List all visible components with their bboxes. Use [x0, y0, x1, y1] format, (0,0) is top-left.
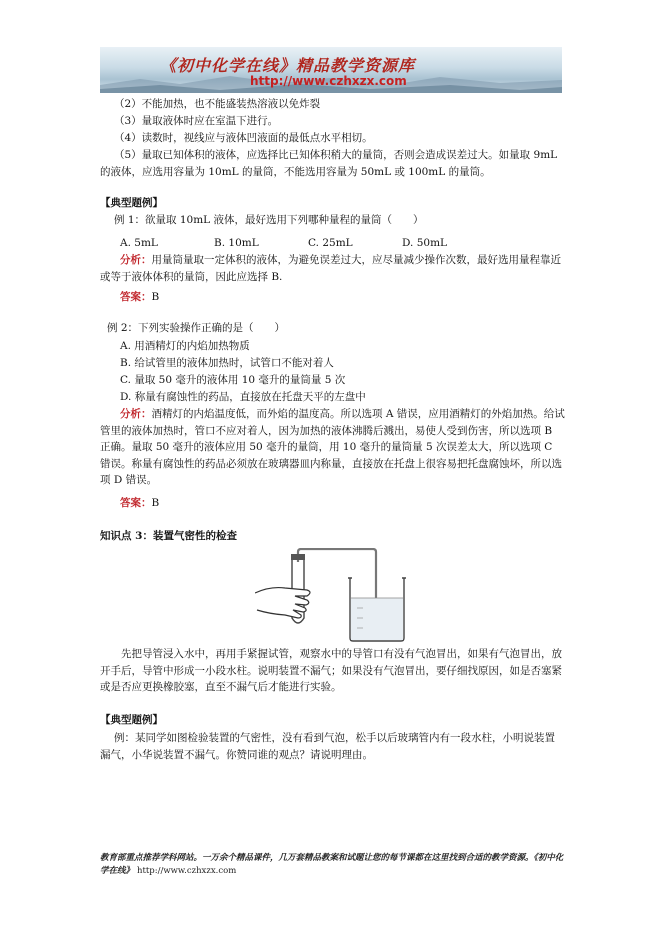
header-banner — [100, 47, 562, 93]
answer-label: 答案： — [120, 291, 152, 303]
note-3: （3）量取液体时应在室温下进行。 — [114, 115, 279, 127]
site-url[interactable]: http://www.czhxzx.com — [250, 74, 407, 88]
example-2-option-c: C. 量取 50 毫升的液体用 10 毫升的量筒量 5 次 — [120, 374, 346, 386]
example-2-analysis — [100, 406, 565, 489]
hand — [255, 588, 310, 618]
analysis-text: 酒精灯的内焰温度低，而外焰的温度高。所以选项 A 错误，应用酒精灯的外焰加热。给试管里的液体加热时，管口不应对着人，因为加热的液体沸腾后溅出，易使人受到伤害，所以选项 B 正确。量取 50 毫升的液体应用 50 毫升的量筒，用 10 毫升的量筒量 5 次误差太大，所以选项 C 错误。称量有腐蚀性的药品必须放在玻璃器皿内称量，直接放在托盘上很容易把托盘腐蚀坏，所以选项 D 错误。 — [100, 408, 565, 486]
example-2-question: 例 2：下列实验操作正确的是（ ） — [107, 322, 286, 334]
site-title: 《初中化学在线》精品教学资源库 — [160, 56, 416, 75]
airtightness-apparatus-figure — [255, 548, 420, 643]
example-2-option-a: A. 用酒精灯的内焰加热物质 — [120, 340, 250, 352]
option-b: B. 10mL — [214, 237, 259, 249]
analysis-text: 用量筒量取一定体积的液体，为避免误差过大，应尽量减少操作次数，最好选用量程靠近或等于液体体积的量筒，因此应选择 B. — [100, 254, 561, 283]
example-1-analysis — [100, 252, 565, 285]
section-heading: 【典型题例】 — [100, 197, 163, 209]
example-1-question: 例 1：欲量取 10mL 液体，最好选用下列哪种量程的量筒（ ） — [114, 214, 424, 226]
example-1-options — [120, 235, 496, 251]
option-c: C. 25mL — [308, 237, 353, 249]
option-a: A. 5mL — [120, 237, 158, 249]
footer-url[interactable]: http://www.czhxzx.com — [136, 866, 237, 876]
knowledge-point-heading: 知识点 3：装置气密性的检查 — [100, 530, 237, 542]
example-2-answer — [120, 495, 159, 511]
example-question: 例：某同学如图检验装置的气密性，没有看到气泡，松手以后玻璃管内有一段水柱，小明说装置漏气，小华说装置不漏气。你赞同谁的观点？请说明理由。 — [100, 732, 555, 761]
footer — [100, 852, 570, 878]
answer-label: 答案： — [120, 497, 152, 509]
answer-value: B — [151, 291, 160, 303]
option-d: D. 50mL — [402, 237, 448, 249]
example-2-option-d: D. 称量有腐蚀性的药品，直接放在托盘天平的左盘中 — [120, 391, 366, 403]
footer-text: 教育部重点推荐学科网站。一万余个精品课件，几万套精品教案和试题让您的每节课都在这里找到合适的教学资源。《初中化学在线》 — [100, 853, 564, 876]
section-heading: 【典型题例】 — [100, 714, 163, 726]
note-5: （5）量取已知体积的液体，应选择比已知体积稍大的量筒，否则会造成误差过大。如量取 9mL 的液体，应选用容量为 10mL 的量筒，不能选用容量为 50mL 或 100mL 的量筒。 — [100, 149, 558, 178]
answer-value: B — [151, 497, 160, 509]
example-1-answer — [120, 289, 159, 305]
note-2: （2）不能加热，也不能盛装热溶液以免炸裂 — [114, 98, 321, 110]
example-2-option-b: B. 给试管里的液体加热时，试管口不能对着人 — [120, 357, 334, 369]
note-4: （4）读数时，视线应与液体凹液面的最低点水平相切。 — [114, 132, 373, 144]
knowledge-point-body: 先把导管浸入水中，再用手紧握试管，观察水中的导管口有没有气泡冒出，如果有气泡冒出，放开手后，导管中形成一小段水柱。说明装置不漏气；如果没有气泡冒出，要仔细找原因，如是否塞紧或是否应更换橡胶塞，直至不漏气后才能进行实验。 — [100, 648, 562, 693]
analysis-label: 分析： — [120, 254, 152, 266]
analysis-label: 分析： — [120, 408, 152, 420]
